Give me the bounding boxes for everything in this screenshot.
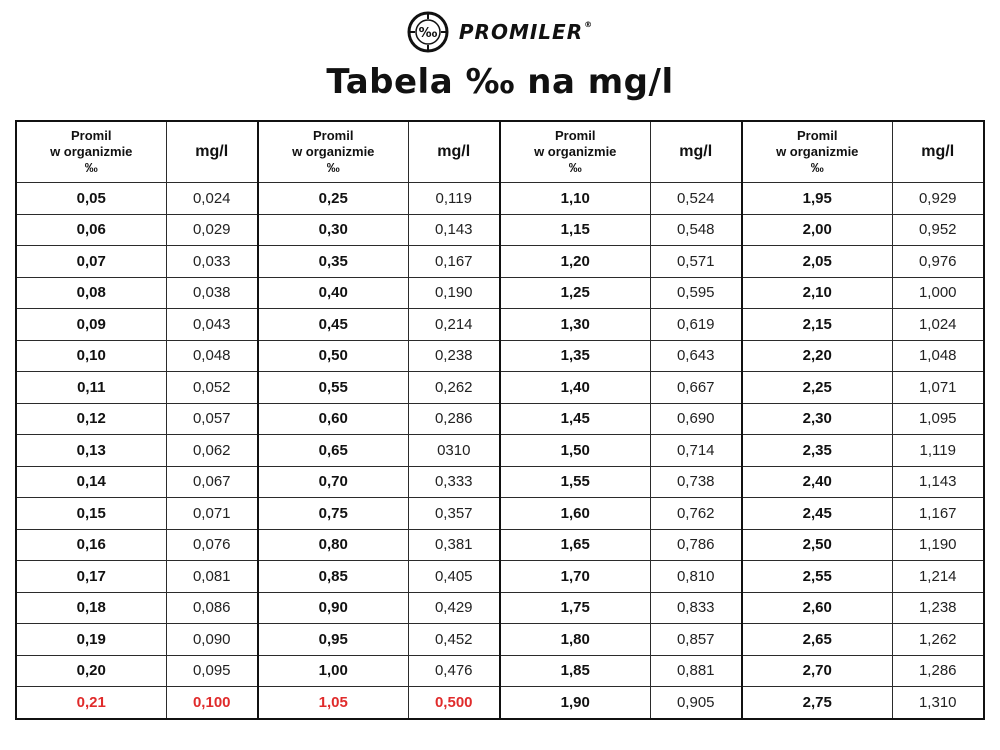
- promil-value: 0,90: [258, 592, 408, 624]
- header-promil-promil-line2: w organizmie: [50, 144, 133, 159]
- mg-value: 0,429: [408, 592, 500, 624]
- promil-value: 0,16: [16, 529, 166, 561]
- promil-value: 0,12: [16, 403, 166, 435]
- promil-value: 1,25: [500, 277, 650, 309]
- mg-value: 1,286: [892, 655, 984, 687]
- header-promil-3: [500, 121, 650, 183]
- promil-value: 0,60: [258, 403, 408, 435]
- mg-value: 0,333: [408, 466, 500, 498]
- promil-value: 1,70: [500, 561, 650, 593]
- header-promil-promil-line1: Promil: [313, 128, 354, 143]
- header-promil-promil-line3: ‰: [568, 160, 582, 175]
- table-row: [16, 340, 984, 372]
- mg-value: 1,095: [892, 403, 984, 435]
- promil-value: 1,75: [500, 592, 650, 624]
- mg-value: 0,033: [166, 246, 258, 278]
- promil-value: 1,65: [500, 529, 650, 561]
- mg-value: 1,190: [892, 529, 984, 561]
- promil-value: 1,05: [258, 687, 408, 719]
- promil-value: 0,75: [258, 498, 408, 530]
- mg-value: 0,571: [650, 246, 742, 278]
- promil-value: 1,55: [500, 466, 650, 498]
- mg-value: 0,167: [408, 246, 500, 278]
- mg-value: 1,167: [892, 498, 984, 530]
- promil-value: 2,40: [742, 466, 892, 498]
- mg-value: 0,076: [166, 529, 258, 561]
- promil-value: 2,00: [742, 214, 892, 246]
- header-promil-promil-line1: Promil: [71, 128, 112, 143]
- header-mg-4: mg/l: [892, 121, 984, 183]
- promil-value: 2,65: [742, 624, 892, 656]
- table-row: [16, 435, 984, 467]
- mg-value: 0,381: [408, 529, 500, 561]
- header-promil-promil-line3: ‰: [810, 160, 824, 175]
- mg-value: 1,071: [892, 372, 984, 404]
- mg-value: 0,500: [408, 687, 500, 719]
- promil-value: 2,75: [742, 687, 892, 719]
- promil-value: 0,05: [16, 183, 166, 215]
- promil-value: 0,08: [16, 277, 166, 309]
- promil-value: 1,40: [500, 372, 650, 404]
- header-promil-promil-line1: Promil: [797, 128, 838, 143]
- mg-value: 0,786: [650, 529, 742, 561]
- promil-value: 0,10: [16, 340, 166, 372]
- promil-value: 0,40: [258, 277, 408, 309]
- table-row: [16, 466, 984, 498]
- mg-value: 0,214: [408, 309, 500, 341]
- table-row: [16, 183, 984, 215]
- promil-value: 0,30: [258, 214, 408, 246]
- promil-value: 0,20: [16, 655, 166, 687]
- mg-value: 0,048: [166, 340, 258, 372]
- mg-value: 0,071: [166, 498, 258, 530]
- mg-value: 0,952: [892, 214, 984, 246]
- promil-value: 0,95: [258, 624, 408, 656]
- brand-name-text: PROMILER: [458, 20, 584, 44]
- promil-value: 1,00: [258, 655, 408, 687]
- conversion-table-wrapper: [15, 120, 985, 720]
- mg-value: 0,476: [408, 655, 500, 687]
- promil-value: 1,35: [500, 340, 650, 372]
- logo-glyph: ‰: [418, 26, 438, 41]
- mg-value: 1,214: [892, 561, 984, 593]
- mg-value: 0,090: [166, 624, 258, 656]
- promil-value: 0,18: [16, 592, 166, 624]
- promil-value: 2,70: [742, 655, 892, 687]
- table-row: [16, 246, 984, 278]
- mg-value: 0,029: [166, 214, 258, 246]
- table-row: [16, 529, 984, 561]
- promil-value: 1,50: [500, 435, 650, 467]
- mg-value: 1,262: [892, 624, 984, 656]
- promil-value: 0,80: [258, 529, 408, 561]
- header-promil-promil-line1: Promil: [555, 128, 596, 143]
- mg-value: 0,086: [166, 592, 258, 624]
- mg-value: 1,143: [892, 466, 984, 498]
- promil-value: 0,70: [258, 466, 408, 498]
- table-row: [16, 592, 984, 624]
- mg-value: 0,043: [166, 309, 258, 341]
- mg-value: 0,857: [650, 624, 742, 656]
- promil-value: 0,55: [258, 372, 408, 404]
- mg-value: 0,905: [650, 687, 742, 719]
- header-promil-2: [258, 121, 408, 183]
- mg-value: 0,190: [408, 277, 500, 309]
- mg-value: 0,762: [650, 498, 742, 530]
- mg-value: 0,062: [166, 435, 258, 467]
- promil-value: 1,90: [500, 687, 650, 719]
- mg-value: 0,038: [166, 277, 258, 309]
- header-row: [16, 121, 984, 183]
- promil-value: 0,17: [16, 561, 166, 593]
- mg-value: 1,000: [892, 277, 984, 309]
- mg-value: 0,714: [650, 435, 742, 467]
- promil-value: 0,15: [16, 498, 166, 530]
- promil-value: 2,20: [742, 340, 892, 372]
- promil-value: 0,14: [16, 466, 166, 498]
- mg-value: 0,595: [650, 277, 742, 309]
- promil-value: 1,45: [500, 403, 650, 435]
- header-promil-promil-line3: ‰: [326, 160, 340, 175]
- mg-value: 0,833: [650, 592, 742, 624]
- mg-value: 0,057: [166, 403, 258, 435]
- promil-value: 0,85: [258, 561, 408, 593]
- table-row: [16, 498, 984, 530]
- promil-value: 1,60: [500, 498, 650, 530]
- promil-value: 1,80: [500, 624, 650, 656]
- promil-value: 0,06: [16, 214, 166, 246]
- registered-mark: ®: [584, 20, 594, 29]
- promil-value: 2,60: [742, 592, 892, 624]
- promil-value: 0,25: [258, 183, 408, 215]
- header-mg-1: mg/l: [166, 121, 258, 183]
- mg-value: 0,357: [408, 498, 500, 530]
- promil-value: 0,19: [16, 624, 166, 656]
- table-row: [16, 403, 984, 435]
- promil-value: 0,50: [258, 340, 408, 372]
- mg-value: 0310: [408, 435, 500, 467]
- table-row: [16, 561, 984, 593]
- promil-value: 0,09: [16, 309, 166, 341]
- mg-value: 0,119: [408, 183, 500, 215]
- mg-value: 0,052: [166, 372, 258, 404]
- promil-value: 2,55: [742, 561, 892, 593]
- mg-value: 1,024: [892, 309, 984, 341]
- table-row: [16, 372, 984, 404]
- mg-value: 0,881: [650, 655, 742, 687]
- mg-value: 0,643: [650, 340, 742, 372]
- mg-value: 0,976: [892, 246, 984, 278]
- header-promil-1: [16, 121, 166, 183]
- page-title: Tabela ‰ na mg/l: [326, 62, 674, 102]
- brand-header: [0, 10, 1000, 54]
- table-row: [16, 655, 984, 687]
- promil-value: 2,35: [742, 435, 892, 467]
- promiler-logo-icon: [407, 11, 449, 53]
- header-promil-promil-line2: w organizmie: [534, 144, 617, 159]
- mg-value: 0,143: [408, 214, 500, 246]
- promil-value: 0,45: [258, 309, 408, 341]
- promil-value: 2,15: [742, 309, 892, 341]
- mg-value: 0,081: [166, 561, 258, 593]
- conversion-table: [15, 120, 985, 720]
- promil-value: 2,30: [742, 403, 892, 435]
- mg-value: 0,024: [166, 183, 258, 215]
- mg-value: 0,262: [408, 372, 500, 404]
- mg-value: 0,067: [166, 466, 258, 498]
- promil-value: 0,35: [258, 246, 408, 278]
- mg-value: 0,667: [650, 372, 742, 404]
- header-promil-promil-line2: w organizmie: [292, 144, 375, 159]
- promil-value: 0,21: [16, 687, 166, 719]
- table-row: [16, 687, 984, 719]
- table-row: [16, 277, 984, 309]
- mg-value: 0,619: [650, 309, 742, 341]
- table-row: [16, 624, 984, 656]
- mg-value: 1,119: [892, 435, 984, 467]
- promil-value: 1,30: [500, 309, 650, 341]
- promil-value: 2,50: [742, 529, 892, 561]
- promil-value: 1,85: [500, 655, 650, 687]
- mg-value: 0,810: [650, 561, 742, 593]
- brand-name: [459, 20, 593, 44]
- table-row: [16, 309, 984, 341]
- mg-value: 1,238: [892, 592, 984, 624]
- table-body: [16, 183, 984, 719]
- mg-value: 0,738: [650, 466, 742, 498]
- mg-value: 0,452: [408, 624, 500, 656]
- header-mg-2: mg/l: [408, 121, 500, 183]
- promil-value: 2,10: [742, 277, 892, 309]
- mg-value: 0,286: [408, 403, 500, 435]
- promil-value: 1,10: [500, 183, 650, 215]
- header-mg-3: mg/l: [650, 121, 742, 183]
- promil-value: 1,20: [500, 246, 650, 278]
- mg-value: 0,524: [650, 183, 742, 215]
- promil-value: 1,95: [742, 183, 892, 215]
- mg-value: 1,310: [892, 687, 984, 719]
- promil-value: 0,13: [16, 435, 166, 467]
- promil-value: 0,65: [258, 435, 408, 467]
- mg-value: 0,929: [892, 183, 984, 215]
- mg-value: 1,048: [892, 340, 984, 372]
- mg-value: 0,238: [408, 340, 500, 372]
- promil-value: 2,05: [742, 246, 892, 278]
- header-promil-4: [742, 121, 892, 183]
- promil-value: 1,15: [500, 214, 650, 246]
- mg-value: 0,100: [166, 687, 258, 719]
- mg-value: 0,405: [408, 561, 500, 593]
- promil-value: 2,45: [742, 498, 892, 530]
- promil-value: 0,07: [16, 246, 166, 278]
- promil-value: 0,11: [16, 372, 166, 404]
- mg-value: 0,690: [650, 403, 742, 435]
- header-promil-promil-line3: ‰: [84, 160, 98, 175]
- mg-value: 0,548: [650, 214, 742, 246]
- promil-value: 2,25: [742, 372, 892, 404]
- header-promil-promil-line2: w organizmie: [776, 144, 859, 159]
- table-row: [16, 214, 984, 246]
- mg-value: 0,095: [166, 655, 258, 687]
